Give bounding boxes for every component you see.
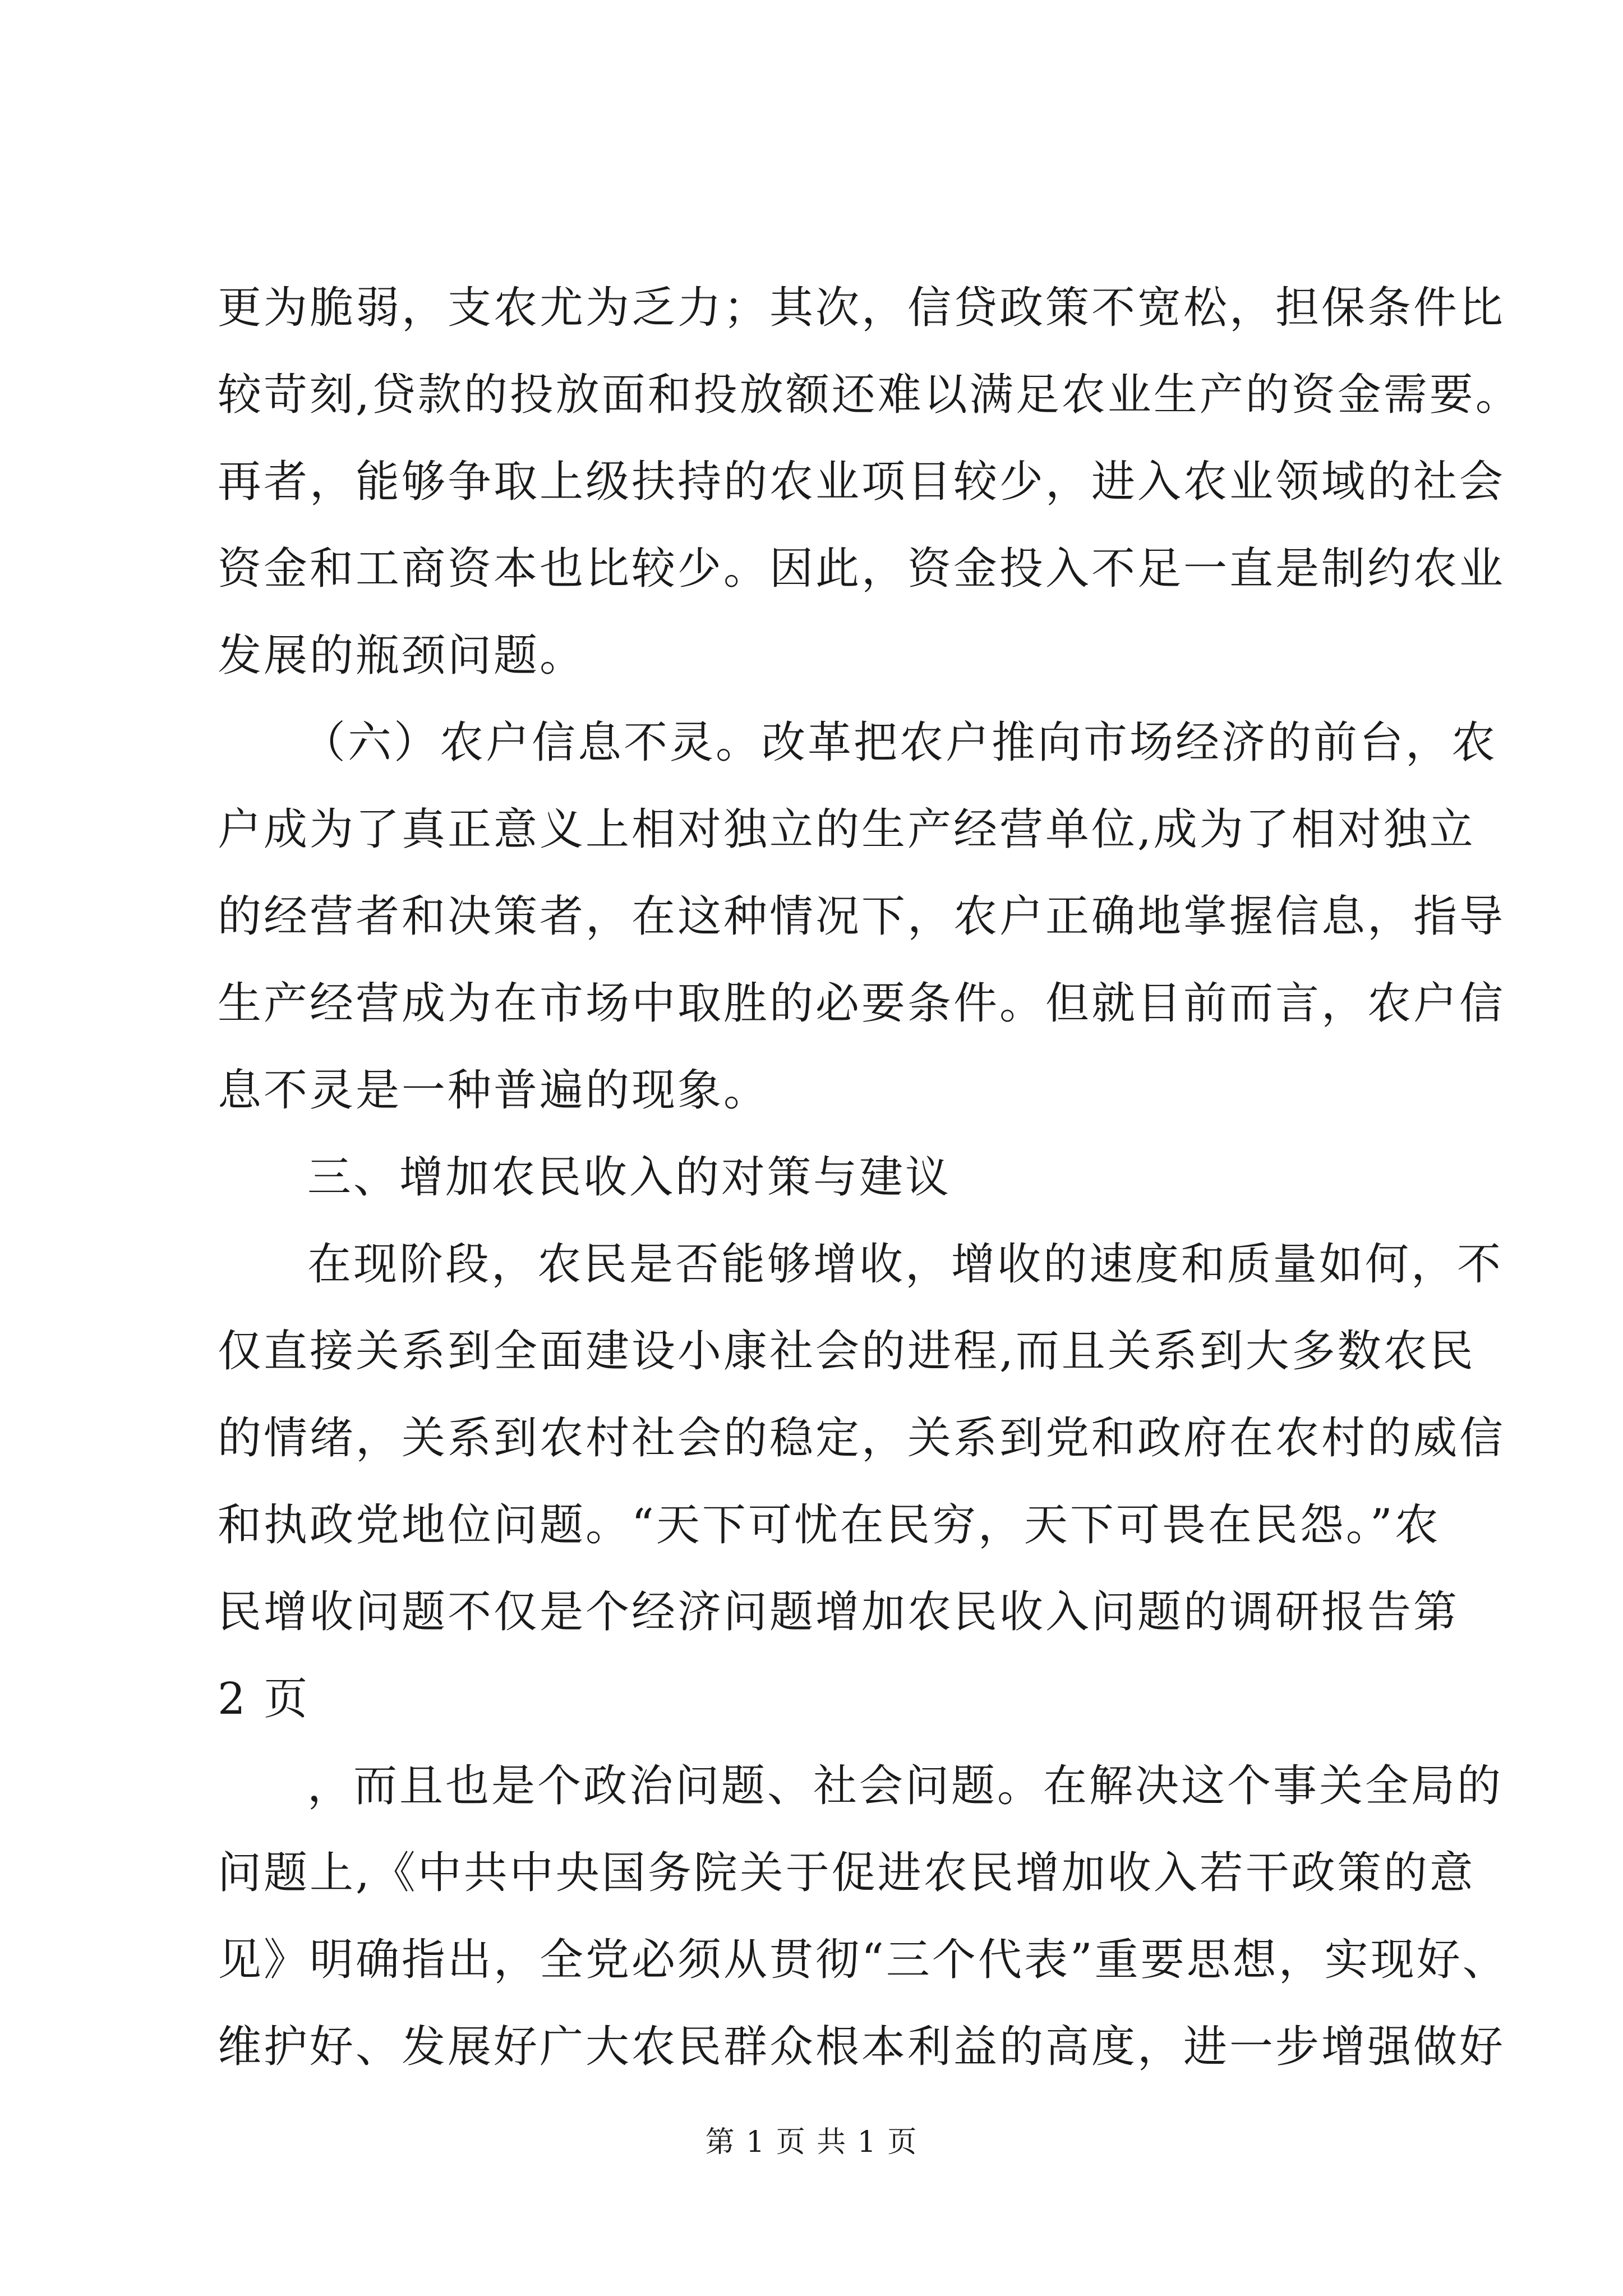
text-line: 2 页: [218, 1674, 310, 1724]
text-line: 和执政党地位问题。“天下可忧在民穷，天下可畏在民怨。”农: [218, 1500, 1441, 1550]
text-line: 户成为了真正意义上相对独立的生产经营单位,成为了相对独立: [218, 804, 1476, 855]
text-line: 更为脆弱，支农尤为乏力；其次，信贷政策不宽松，担保条件比: [218, 283, 1506, 333]
text-line: 生产经营成为在市场中取胜的必要条件。但就目前而言，农户信: [218, 978, 1506, 1029]
text-line: 再者，能够争取上级扶持的农业项目较少，进入农业领域的社会: [218, 457, 1506, 507]
text-line: 的情绪，关系到农村社会的稳定，关系到党和政府在农村的威信: [218, 1413, 1506, 1464]
paragraph-start-line: ，而且也是个政治问题、社会问题。在解决这个事关全局的: [307, 1761, 1504, 1811]
text-line: 发展的瓶颈问题。: [218, 631, 586, 681]
text-line: 维护好、发展好广大农民群众根本利益的高度，进一步增强做好: [218, 2022, 1506, 2072]
text-line: 的经营者和决策者，在这种情况下，农户正确地掌握信息，指导: [218, 891, 1506, 942]
document-body: [218, 265, 1521, 2091]
text-line: 见》明确指出，全党必须从贯彻“三个代表”重要思想，实现好、: [218, 1935, 1509, 1985]
paragraph-start-line: （六）农户信息不灵。改革把农户推向市场经济的前台，农: [302, 717, 1498, 768]
paragraph-start-line: 在现阶段，农民是否能够增收，增收的速度和质量如何，不: [307, 1239, 1504, 1290]
page-footer: 第 1 页 共 1 页: [705, 2125, 918, 2159]
text-line: 问题上,《中共中央国务院关于促进农民增加收入若干政策的意: [218, 1848, 1476, 1898]
text-line: 仅直接关系到全面建设小康社会的进程,而且关系到大多数农民: [218, 1326, 1476, 1377]
text-line: 民增收问题不仅是个经济问题增加农民收入问题的调研报告第: [218, 1587, 1460, 1637]
text-line: 资金和工商资本也比较少。因此，资金投入不足一直是制约农业: [218, 544, 1506, 594]
text-line: 较苛刻,贷款的投放面和投放额还难以满足农业生产的资金需要。: [218, 370, 1521, 420]
section-heading: 三、增加农民收入的对策与建议: [307, 1152, 952, 1203]
text-line: 息不灵是一种普遍的现象。: [218, 1065, 770, 1116]
